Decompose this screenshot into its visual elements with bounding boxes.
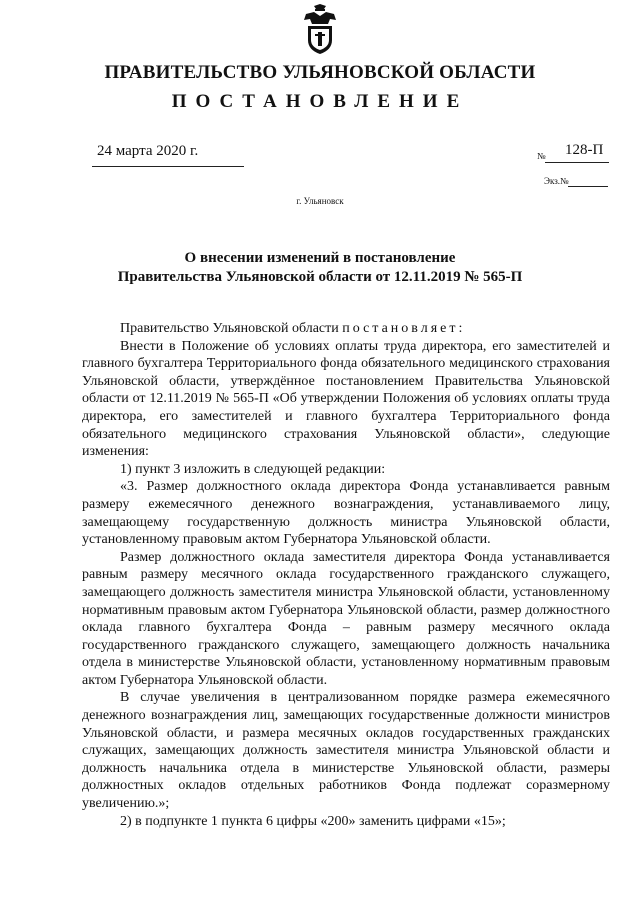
document-date: 24 марта 2020 г. bbox=[97, 143, 199, 159]
copy-number-label: Экз.№ bbox=[544, 176, 569, 186]
copy-number-underline bbox=[568, 186, 608, 187]
document-type-title: ПОСТАНОВЛЕНИЕ bbox=[171, 91, 469, 112]
intro-verb: постановляет: bbox=[342, 321, 466, 336]
body-paragraph-4: Размер должностного оклада заместителя директора Фонда устанавливается равным размеру месячного оклада государственного гражданского служащего, замещающего должность заместителя министра Ульяновской области, установленному нормативным правовым актом Губернатора Ульяновской области, размер должностного оклада главного бухгалтера Фонда – равным размеру месячного оклада государственного гражданского служащего, замещающего должность начальника отдела в министерстве Ульяновской области, установленному нормативным правовым актом Губернатора Ульяновской области. bbox=[82, 549, 610, 688]
coat-of-arms-emblem bbox=[300, 4, 340, 56]
document-number: 128-П bbox=[565, 142, 604, 158]
subject-line-2: Правительства Ульяновской области от 12.11.2019 № 565-П bbox=[117, 269, 523, 285]
body-paragraph-5: В случае увеличения в централизованном порядке размера ежемесячного денежного вознаграждения лиц, замещающих государственные должности министров Ульяновской области, и размера месячных окладов государственных гражданских служащих, замещающих должность заместителя министра Ульяновской области и должность начальника отдела в министерстве Ульяновской области, размеры должностных окладов отдельных работников Фонда подлежат соразмерному увеличению.»; bbox=[82, 690, 610, 812]
subject-line-1: О внесении изменений в постановление bbox=[184, 250, 456, 266]
number-label: № bbox=[537, 151, 546, 161]
body-paragraph-1: Внести в Положение об условиях оплаты труда директора, его заместителей и главного бухгалтера Территориального фонда обязательного медицинского страхования Ульяновской области, утверждённое постановлением Правительства Ульяновской области от 12.11.2019 № 565-П «Об утверждении Положения об условиях оплаты труда директора, его заместителей и главного бухгалтера Территориального фонда обязательного медицинского страхования Ульяновской области», следующие изменения: bbox=[82, 338, 610, 460]
city-name: г. Ульяновск bbox=[296, 196, 344, 206]
body-paragraph-2: 1) пункт 3 изложить в следующей редакции: bbox=[120, 461, 386, 477]
body-paragraph-6: 2) в подпункте 1 пункта 6 цифры «200» заменить цифрами «15»; bbox=[120, 813, 506, 829]
intro-paragraph bbox=[82, 320, 610, 338]
date-underline bbox=[92, 166, 244, 167]
number-underline bbox=[545, 162, 609, 163]
document-subject bbox=[0, 249, 640, 287]
document-body bbox=[82, 320, 610, 830]
government-title: ПРАВИТЕЛЬСТВО УЛЬЯНОВСКОЙ ОБЛАСТИ bbox=[104, 62, 536, 83]
body-paragraph-3: «3. Размер должностного оклада директора Фонда устанавливается равным размеру ежемесячного денежного вознаграждения, устанавливаемого лицу, замещающему государственную должность министра Ульяновской области, установленному правовым актом Губернатора Ульяновской области. bbox=[82, 479, 610, 548]
intro-text: Правительство Ульяновской области bbox=[120, 321, 343, 336]
